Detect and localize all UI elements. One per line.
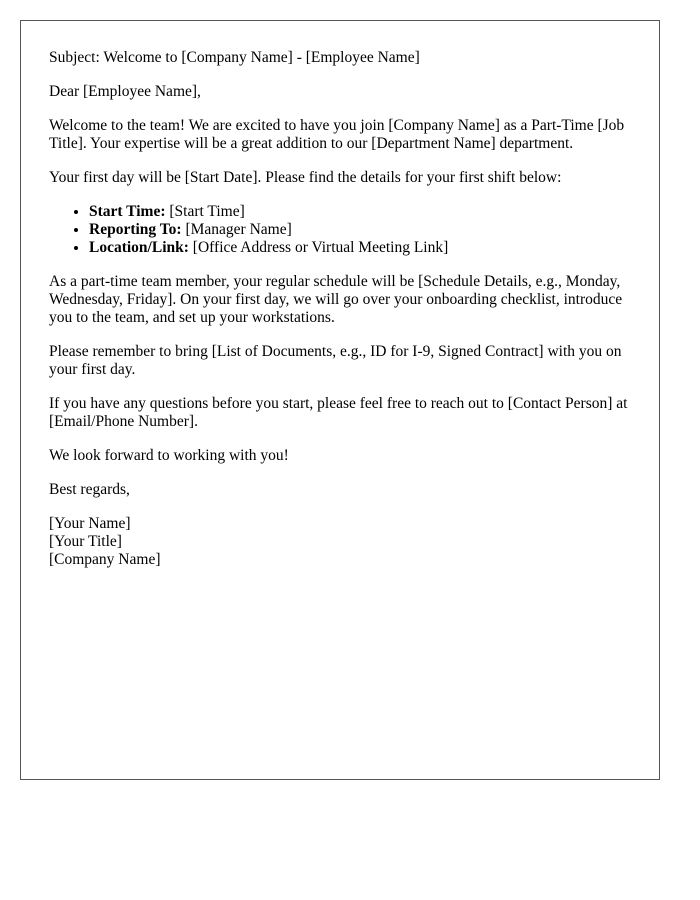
letter-schedule-paragraph: As a part-time team member, your regular schedule will be [Schedule Details, e.g., Monday, Wednesday, Friday]. On your first day, we will go over your onboarding checklist, introduce you to the team, and set up your workstations. bbox=[49, 273, 623, 326]
detail-label: Location/Link: bbox=[89, 239, 189, 256]
letter-closing-line: We look forward to working with you! bbox=[49, 447, 289, 464]
signature-name: [Your Name] bbox=[49, 515, 131, 532]
detail-value: [Office Address or Virtual Meeting Link] bbox=[188, 239, 449, 256]
signature-block bbox=[49, 515, 631, 569]
letter-questions-paragraph: If you have any questions before you start, please feel free to reach out to [Contact Person] at [Email/Phone Number]. bbox=[49, 395, 628, 430]
detail-item-start-time bbox=[89, 203, 631, 221]
detail-value: [Start Time] bbox=[165, 203, 245, 220]
letter-first-day-paragraph: Your first day will be [Start Date]. Please find the details for your first shift below: bbox=[49, 169, 562, 186]
detail-value: [Manager Name] bbox=[181, 221, 292, 238]
signature-title: [Your Title] bbox=[49, 533, 122, 550]
detail-label: Reporting To: bbox=[89, 221, 182, 238]
letter-greeting: Dear [Employee Name], bbox=[49, 83, 201, 100]
letter-sign-off: Best regards, bbox=[49, 481, 130, 498]
first-shift-details-list bbox=[49, 203, 631, 257]
letter-intro-paragraph: Welcome to the team! We are excited to have you join [Company Name] as a Part-Time [Job Title]. Your expertise will be a great addition to our [Department Name] department. bbox=[49, 117, 625, 152]
letter-subject: Subject: Welcome to [Company Name] - [Employee Name] bbox=[49, 49, 420, 66]
detail-item-location bbox=[89, 239, 631, 257]
letter-document bbox=[20, 20, 660, 780]
detail-item-reporting-to bbox=[89, 221, 631, 239]
letter-documents-paragraph: Please remember to bring [List of Documents, e.g., ID for I-9, Signed Contract] with you on your first day. bbox=[49, 343, 622, 378]
detail-label: Start Time: bbox=[89, 203, 166, 220]
signature-company: [Company Name] bbox=[49, 551, 161, 568]
